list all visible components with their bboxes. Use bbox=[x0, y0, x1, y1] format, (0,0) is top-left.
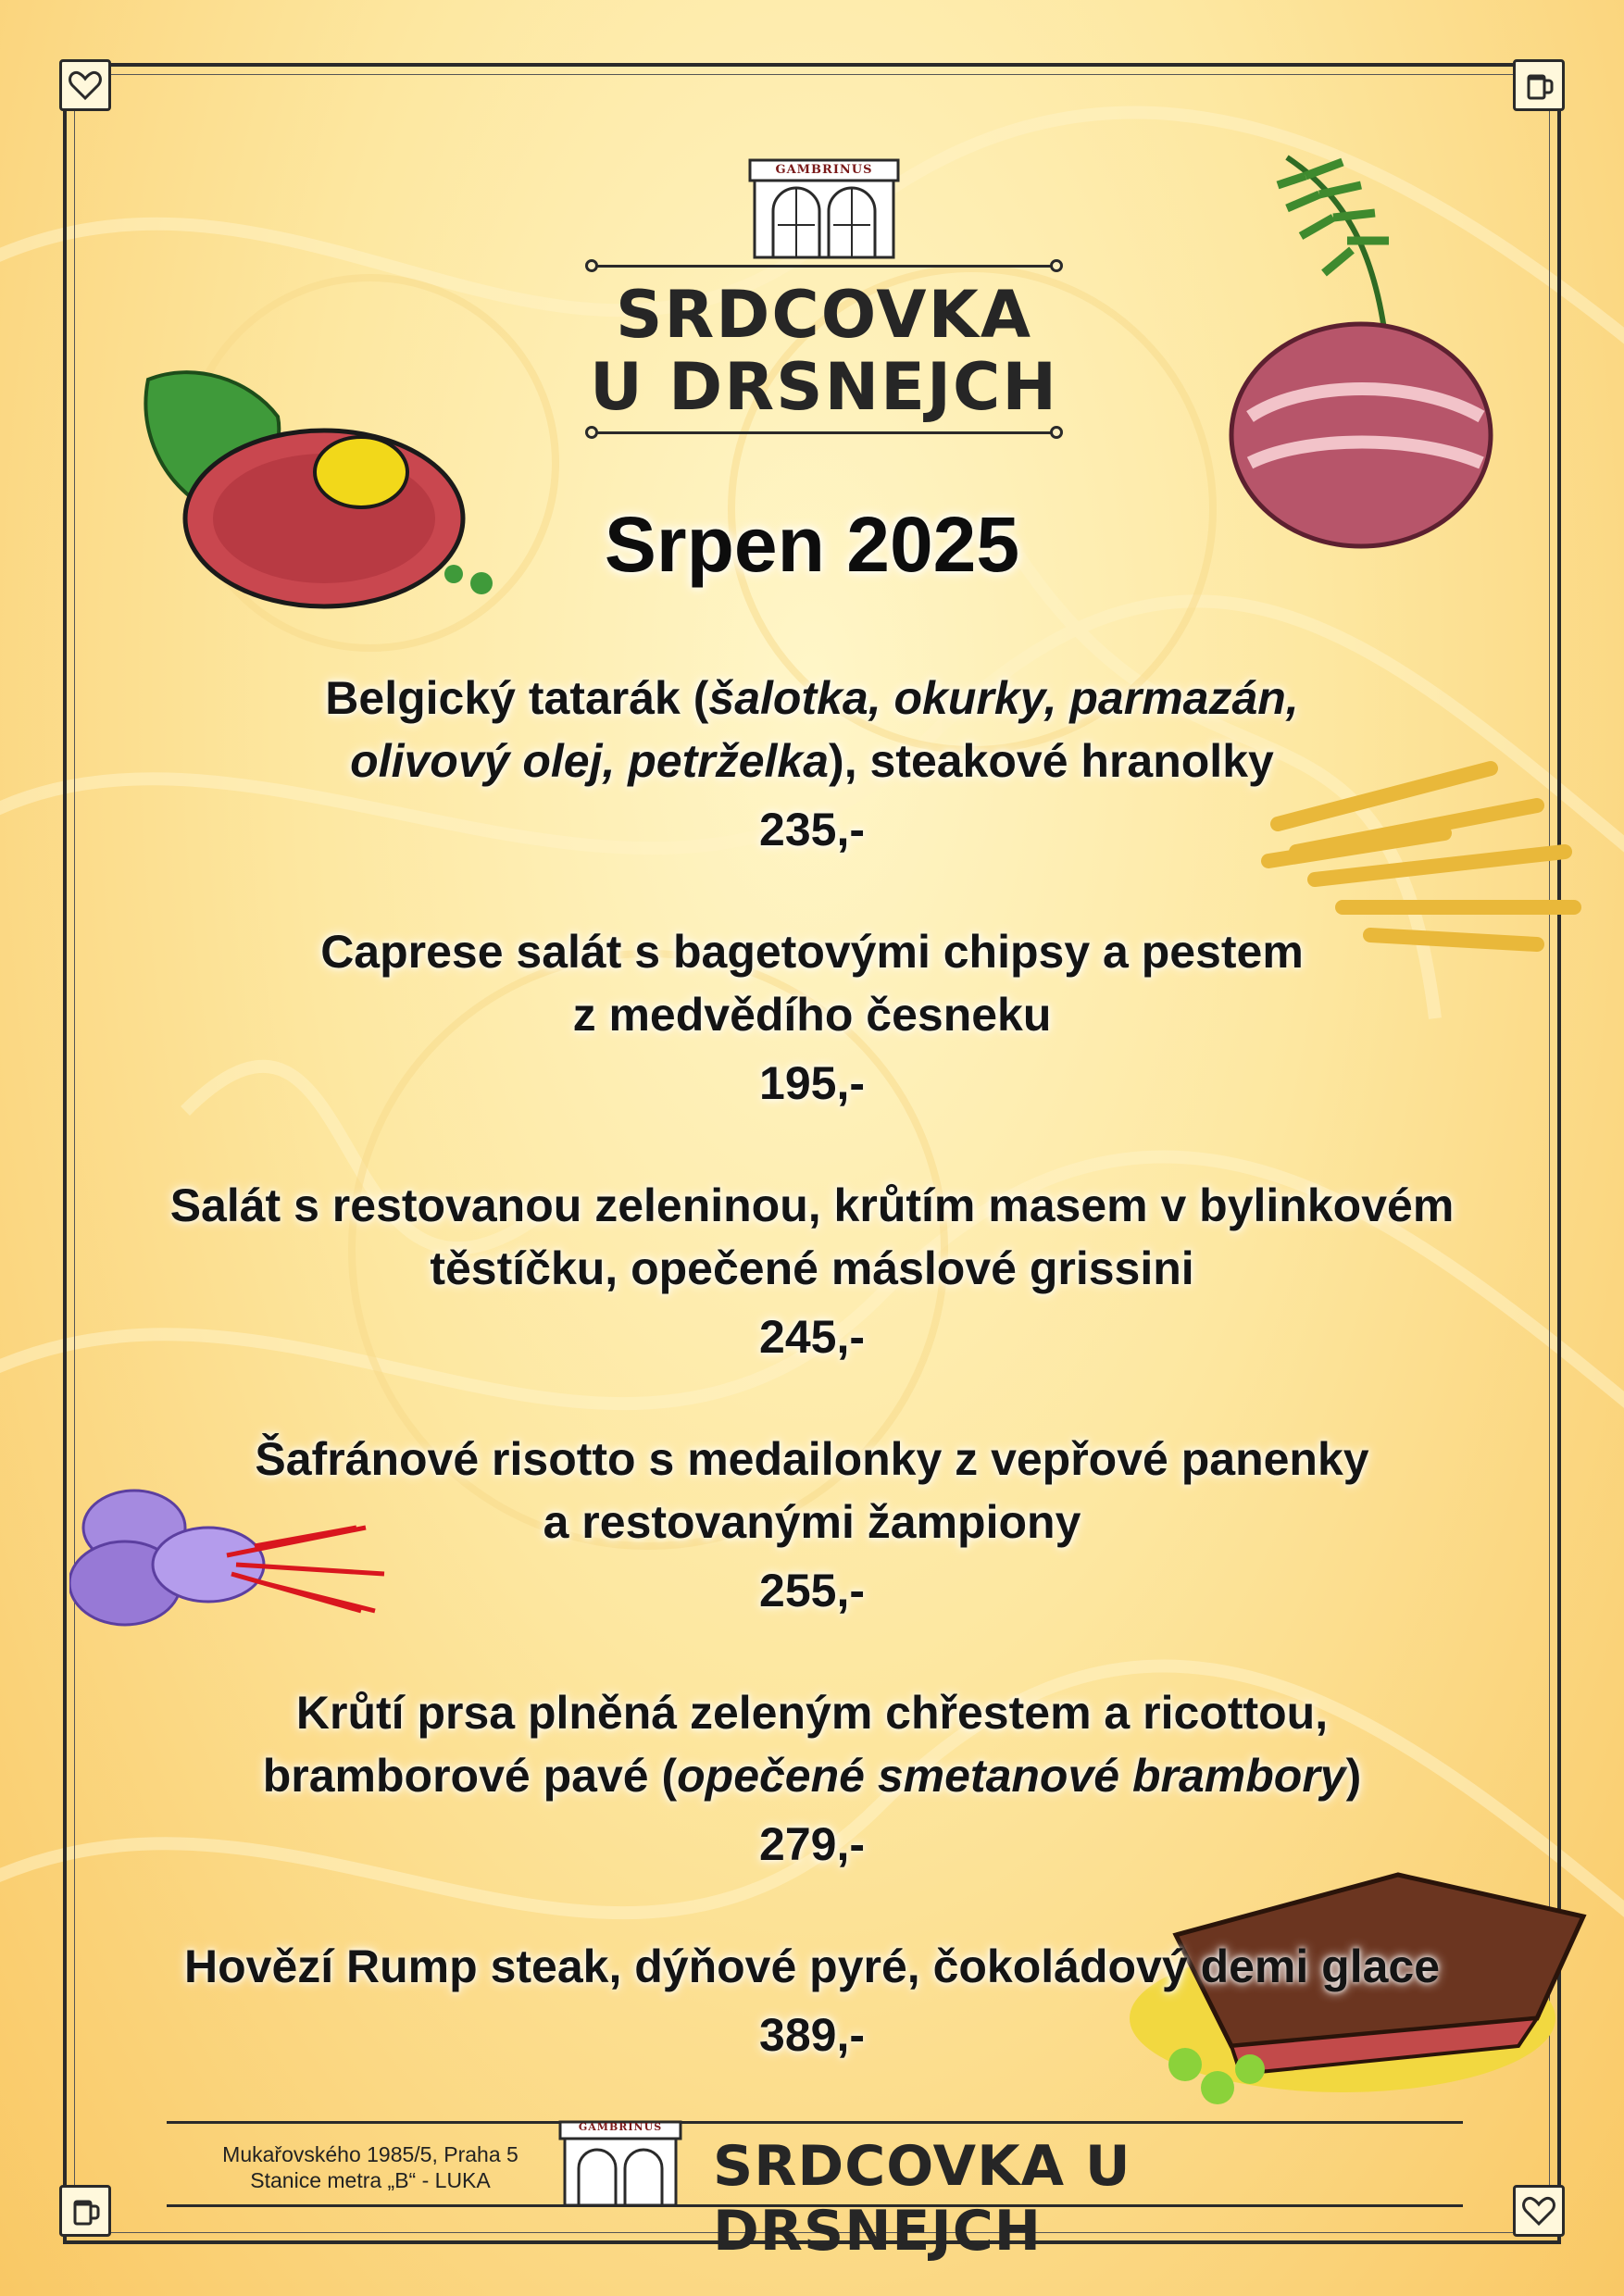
menu-item bbox=[139, 1681, 1485, 1876]
corner-bottom-left bbox=[59, 2185, 111, 2237]
logo-rule-top bbox=[593, 265, 1056, 268]
logo-line-1: SRDCOVKA bbox=[615, 277, 1032, 353]
corner-top-left bbox=[59, 59, 111, 111]
footer bbox=[167, 2115, 1463, 2264]
menu-item-name-line1: Hovězí Rump steak, dýňové pyré, čokoládový demi glace bbox=[183, 1940, 1441, 1992]
logo-line-2: U DRSNEJCH bbox=[589, 349, 1059, 425]
footer-title: SRDCOVKA U DRSNEJCH bbox=[713, 2134, 1131, 2264]
menu-item-name-line1: Belgický tatarák (šalotka, okurky, parmazán, bbox=[325, 672, 1299, 724]
heart-icon bbox=[67, 67, 104, 104]
menu-item bbox=[139, 1174, 1485, 1368]
menu-item-name-line1: Caprese salát s bagetovými chipsy a pestem bbox=[320, 926, 1304, 978]
menu-item-price: 195,- bbox=[759, 1057, 865, 1109]
footer-building-sign-text: GAMBRINUS bbox=[578, 2121, 663, 2133]
footer-rule-top bbox=[167, 2121, 1463, 2124]
footer-address bbox=[185, 2141, 556, 2193]
menu-item-name-line1: Krůtí prsa plněná zeleným chřestem a ricottou, bbox=[295, 1687, 1329, 1739]
corner-top-right bbox=[1513, 59, 1565, 111]
building-sign-text: GAMBRINUS bbox=[775, 163, 873, 177]
month-title: Srpen 2025 bbox=[604, 501, 1020, 588]
menu-item-name-line2: z medvědího česneku bbox=[572, 989, 1052, 1041]
menu-item-name-line2: a restovanými žampiony bbox=[543, 1496, 1081, 1548]
header-logo bbox=[583, 156, 1065, 452]
menu-item bbox=[139, 1428, 1485, 1622]
menu-item bbox=[139, 920, 1485, 1115]
menu-item-name-line2: těstíčku, opečené máslové grissini bbox=[430, 1242, 1194, 1294]
footer-address-line2: Stanice metra „B“ - LUKA bbox=[250, 2168, 491, 2192]
heart-icon bbox=[1520, 2192, 1557, 2229]
beer-mug-icon bbox=[67, 2192, 104, 2229]
menu-item bbox=[139, 667, 1485, 861]
menu-list bbox=[139, 667, 1485, 2066]
menu-item-price: 389,- bbox=[759, 2009, 865, 2061]
corner-bottom-right bbox=[1513, 2185, 1565, 2237]
menu-item-name-line1: Salát s restovanou zeleninou, krůtím masem v bylinkovém bbox=[169, 1179, 1455, 1231]
logo-rule-bottom-dot-left bbox=[585, 426, 598, 439]
logo-rule-bottom bbox=[593, 431, 1056, 434]
footer-address-line1: Mukařovského 1985/5, Praha 5 bbox=[222, 2142, 518, 2166]
menu-item-name-line2: bramborové pavé (opečené smetanové brambory) bbox=[262, 1750, 1362, 1802]
menu-item-price: 255,- bbox=[759, 1565, 865, 1616]
logo-rule-top-dot-right bbox=[1050, 259, 1063, 272]
menu-item-name-line1: Šafránové risotto s medailonky z vepřové panenky bbox=[255, 1433, 1369, 1485]
beer-mug-icon bbox=[1520, 67, 1557, 104]
logo-rule-bottom-dot-right bbox=[1050, 426, 1063, 439]
menu-item-name-line2: olivový olej, petrželka), steakové hranolky bbox=[350, 735, 1274, 787]
logo-rule-top-dot-left bbox=[585, 259, 598, 272]
menu-item-price: 279,- bbox=[759, 1818, 865, 1870]
menu-item-price: 235,- bbox=[759, 804, 865, 855]
menu-item bbox=[139, 1935, 1485, 2066]
menu-item-price: 245,- bbox=[759, 1311, 865, 1363]
